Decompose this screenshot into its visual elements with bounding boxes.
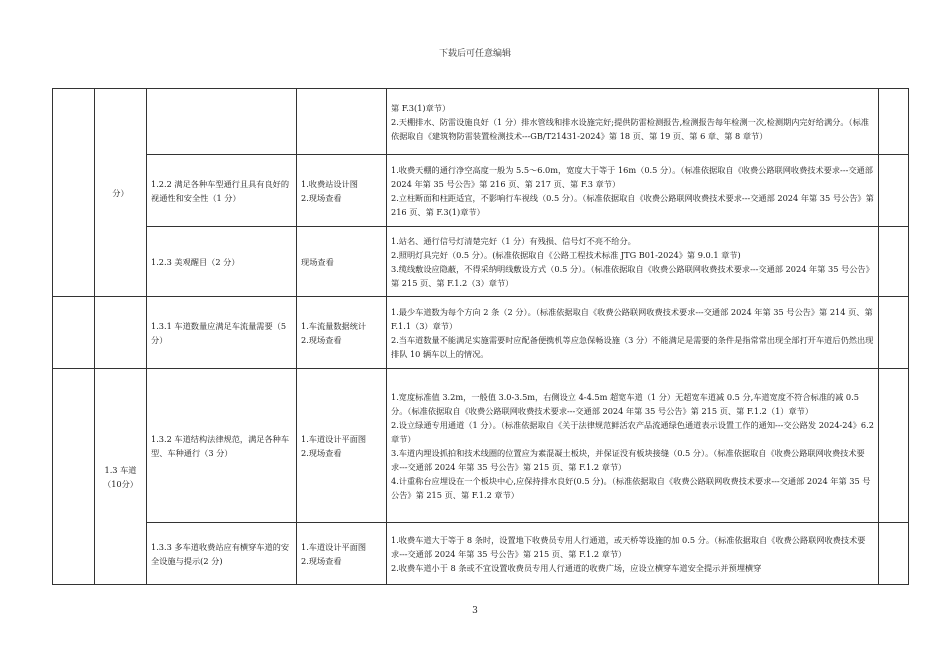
- detail-line: 2.天棚排水、防雷设施良好（1 分）排水管线和排水设施完好;提供防雷检测报告,检测报告每年检测一次,检测期内完好给满分。（标准依据取自《建筑物防雷装置检测技术---GB/T21431-2024》第 18 页、第 19 页、第 6 章、第 8 章节）: [391, 116, 869, 141]
- page-number: 3: [472, 606, 478, 616]
- item-cell: 1.2.3 美观醒目（2 分）: [147, 227, 297, 297]
- method-line: 1.车流量数据统计: [301, 320, 367, 331]
- detail-line: 3.缆线敷设应隐蔽，不得采纳明线敷设方式（0.5 分）。（标准依据取自《收费公路联网收费技术要求---交通部 2024 年第 35 号公告》第 215 页、第 F.1.2（3）章节）: [391, 263, 874, 288]
- method-cell: [297, 523, 387, 585]
- section-label: 1.3 车道（10分）: [95, 369, 147, 585]
- score-cell: [879, 523, 909, 585]
- method-cell: [297, 369, 387, 523]
- detail-line: 2.收费车道小于 8 条或不宜设置收费员专用人行通道的收费广场，应设立横穿车道安全提示并预埋横穿: [391, 562, 762, 573]
- detail-line: 1.最少车道数为每个方向 2 条（2 分）。（标准依据取自《收费公路联网收费技术要求---交通部 2024 年第 35 号公告》第 214 页、第 F.1.1（3）章节）: [391, 306, 873, 331]
- item-cell: 1.3.3 多车道收费站应有横穿车道的安全设施与提示(2 分): [147, 523, 297, 585]
- method-cell: [297, 227, 387, 297]
- category-cell: [53, 89, 95, 297]
- details-cell: [387, 227, 879, 297]
- details-cell: [387, 297, 879, 369]
- method-line: 现场查看: [301, 256, 334, 267]
- method-line: 2.现场查看: [301, 192, 342, 203]
- item-cell: 1.3.1 车道数量应满足车流量需要（5 分）: [147, 297, 297, 369]
- table-row: [53, 89, 909, 155]
- score-cell: [879, 369, 909, 523]
- method-cell: [297, 89, 387, 155]
- score-cell: [879, 155, 909, 227]
- table-row: [53, 369, 909, 523]
- details-cell: [387, 369, 879, 523]
- detail-line: 第 F.3(1)章节）: [391, 102, 451, 113]
- method-line: 2.现场查看: [301, 334, 342, 345]
- detail-line: 2.设立绿通专用通道（1 分）。（标准依据取自《关于法律规范鲜活农产品流通绿色通道表示设置工作的通知---交公路发 2024-24》6.2 章节）: [391, 419, 874, 444]
- scoring-table: [52, 88, 909, 585]
- detail-line: 1.宽度标准值 3.2m，一般值 3.0-3.5m，右侧设立 4-4.5m 超宽车道（1 分）无超宽车道减 0.5 分,车道宽度不符合标准的减 0.5 分。（标准依据取自《收费公路联网收费技术要求---交通部 2024 年第 35 号公告》第 215 页、第 F.1.2（1）章节）: [391, 391, 859, 416]
- detail-line: 4.计重称台应埋设在一个板块中心,应保持排水良好(0.5 分)。（标准依据取自《收费公路联网收费技术要求---交通部 2024 年第 35 号公告》第 215 页、第 F.1.2 章节）: [391, 475, 871, 500]
- score-cell: [879, 89, 909, 155]
- item-cell: 1.2.2 满足各种车型通行且具有良好的视通性和安全性（1 分）: [147, 155, 297, 227]
- method-line: 2.现场查看: [301, 447, 342, 458]
- detail-line: 3.车道内埋设抓拍和技术线圈的位置应为素混凝土板块，并保证没有板块接缝（0.5 分）。（标准依据取自《收费公路联网收费技术要求---交通部 2024 年第 35 号公告》第 215 页、第 F.1.2 章节）: [391, 447, 865, 472]
- table-row: [53, 227, 909, 297]
- method-line: 1.车道设计平面图: [301, 541, 367, 552]
- method-cell: [297, 155, 387, 227]
- detail-line: 2.照明灯具完好（0.5 分）。(标准依据取自《公路工程技术标准 JTG B01-2024》第 9.0.1 章节): [391, 249, 741, 260]
- method-line: 1.收费站设计图: [301, 178, 358, 189]
- section-cell: [95, 297, 147, 369]
- details-cell: [387, 155, 879, 227]
- category-cell: [53, 297, 95, 369]
- detail-line: 1.站名、通行信号灯清楚完好（1 分）有残损、信号灯不亮不给分。: [391, 235, 636, 246]
- detail-line: 2.立柱断面和柱距适宜，不影响行车视线（0.5 分）。（标准依据取自《收费公路联网收费技术要求---交通部 2024 年第 35 号公告》第 216 页、第 F.3(1)章节）: [391, 192, 874, 217]
- section-cell: 分）: [95, 89, 147, 297]
- item-cell: 1.3.2 车道结构法律规范，满足各种车型、车种通行（3 分）: [147, 369, 297, 523]
- method-line: 2.现场查看: [301, 555, 342, 566]
- detail-line: 2.当车道数量不能满足实施需要时应配备便携机等应急保畅设施（3 分）不能满足是需要的条件是指常常出现全部打开车道后仍然出现排队 10 辆车以上的情况。: [391, 334, 874, 359]
- table-row: [53, 297, 909, 369]
- category-cell: [53, 369, 95, 585]
- header-note: 下载后可任意编辑: [438, 49, 511, 59]
- detail-line: 1.收费车道大于等于 8 条时，设置地下收费员专用人行通道，或天桥等设施的加 0.5 分。（标准依据取自《收费公路联网收费技术要求---交通部 2024 年第 35 号公告》第 215 页、第 F.1.2 章节）: [391, 534, 866, 559]
- detail-line: 1.收费天棚的通行净空高度一般为 5.5～6.0m，宽度大于等于 16m（0.5 分）。（标准依据取自《收费公路联网收费技术要求---交通部 2024 年第 35 号公告》第 216 页、第 217 页、第 F.3 章节）: [391, 164, 873, 189]
- details-cell: [387, 89, 879, 155]
- table-row: [53, 523, 909, 585]
- table-row: [53, 155, 909, 227]
- method-line: 1.车道设计平面图: [301, 433, 367, 444]
- item-cell: [147, 89, 297, 155]
- method-cell: [297, 297, 387, 369]
- score-cell: [879, 297, 909, 369]
- details-cell: [387, 523, 879, 585]
- score-cell: [879, 227, 909, 297]
